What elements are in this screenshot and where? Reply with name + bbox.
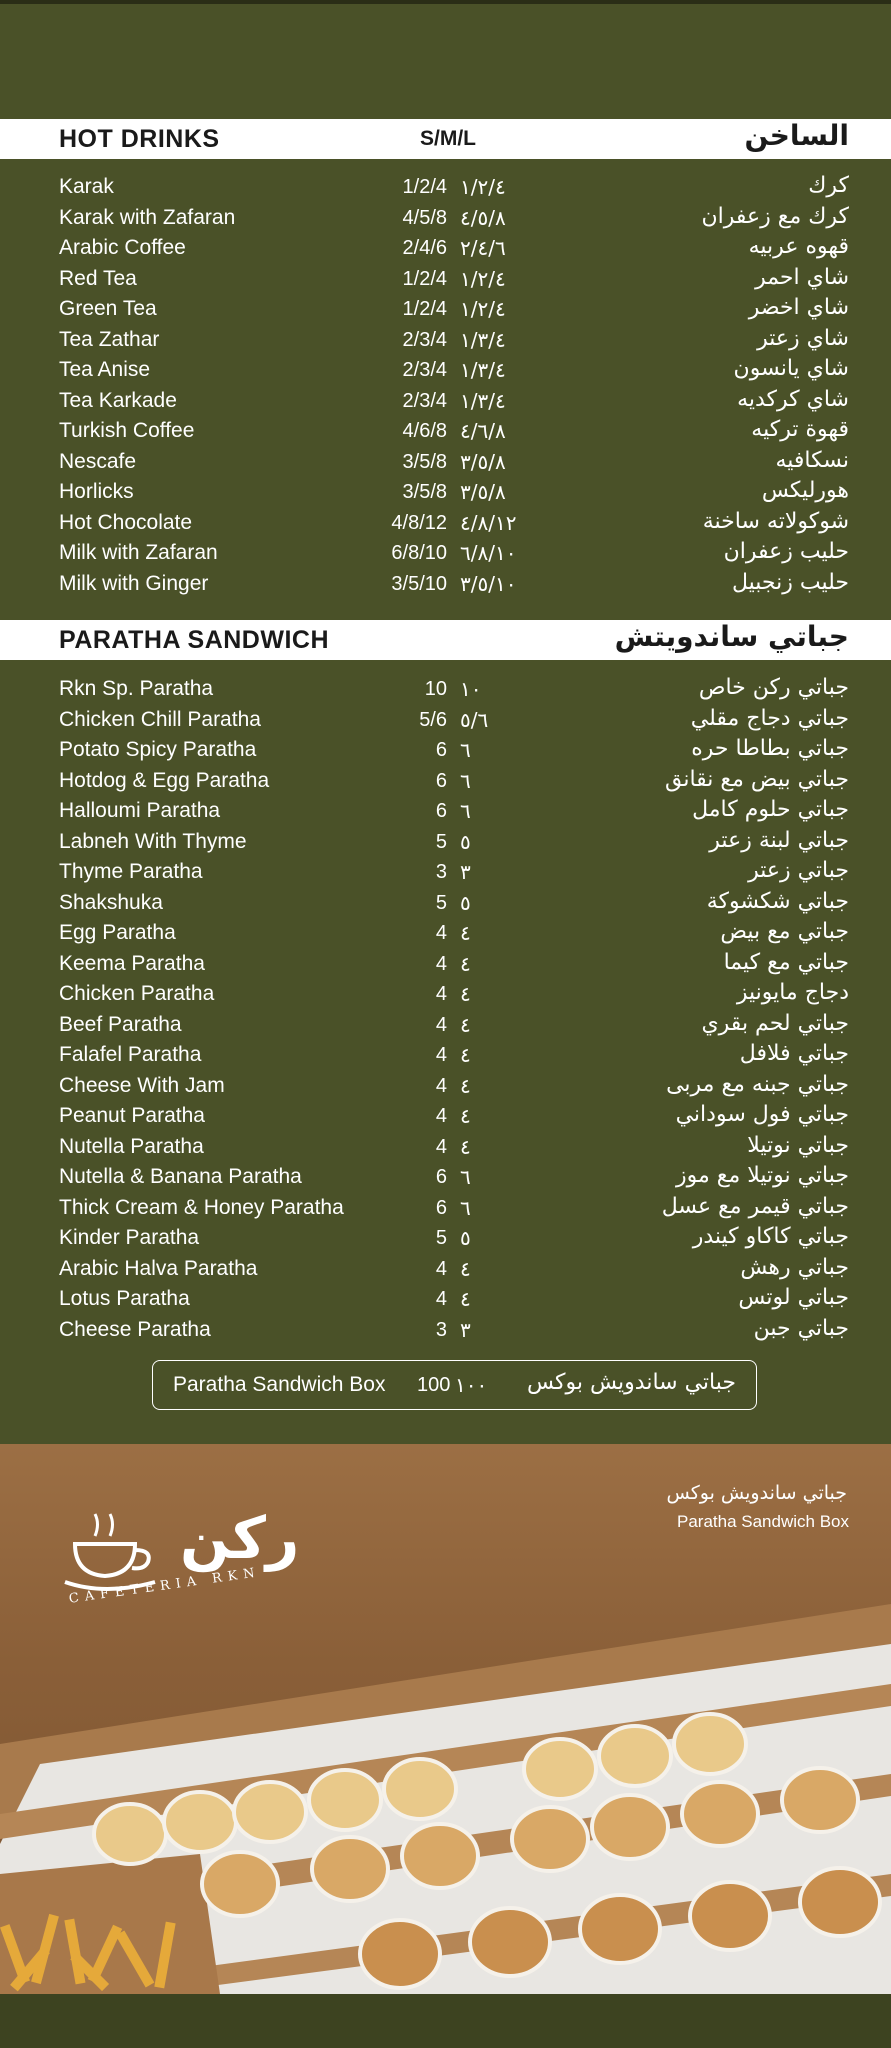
item-name-ar: هورليكس	[761, 478, 849, 503]
item-price-ar: ٦	[460, 1195, 471, 1220]
item-price-ar: ٤	[460, 1287, 471, 1311]
menu-item-row	[0, 1011, 891, 1042]
logo-arabic-text: ركن	[180, 1504, 300, 1572]
item-name-en: Peanut Paratha	[59, 1104, 205, 1127]
item-price-ar: ٣/٥/١٠	[460, 571, 517, 596]
item-price-en: 4	[435, 1288, 447, 1310]
top-edge	[0, 0, 891, 4]
item-name-ar: شوكولاته ساخنة	[702, 508, 849, 534]
item-price-ar: ٤	[460, 1104, 471, 1128]
item-name-en: Red Tea	[59, 266, 137, 290]
item-name-en: Egg Paratha	[59, 921, 176, 944]
item-price-en: 6	[435, 769, 447, 792]
menu-item-row	[0, 1133, 891, 1164]
bottom-band	[0, 1994, 891, 2048]
menu-item-row	[0, 265, 891, 296]
item-name-en: Rkn Sp. Paratha	[59, 677, 214, 700]
box-price-en: 100	[417, 1374, 451, 1396]
item-price-ar: ٦	[460, 799, 471, 823]
item-price-ar: ٤/٥/٨	[460, 205, 506, 230]
item-name-ar: جباتي جبن	[753, 1315, 849, 1341]
item-name-en: Lotus Paratha	[59, 1287, 190, 1310]
menu-item-row	[0, 919, 891, 950]
item-price-ar: ٣/٥/٨	[460, 480, 506, 504]
item-price-en: 6	[435, 1166, 447, 1188]
menu-item-row	[0, 204, 891, 235]
item-price-ar: ٦	[460, 768, 471, 793]
item-price-en: 4/6/8	[402, 420, 447, 442]
item-name-ar: جباتي حلوم كامل	[692, 797, 849, 822]
menu-item-row	[0, 797, 891, 828]
item-name-ar: جباتي بطاطا حره	[691, 736, 849, 761]
item-name-en: Turkish Coffee	[59, 419, 195, 442]
item-price-en: 5	[435, 1227, 447, 1249]
item-name-en: Kinder Paratha	[59, 1226, 200, 1249]
menu-item-row	[0, 1316, 891, 1347]
item-price-ar: ٤	[460, 1256, 471, 1281]
item-name-en: Chicken Paratha	[59, 982, 215, 1005]
item-price-en: 3	[435, 861, 447, 883]
item-price-ar: ١/٢/٤	[460, 297, 506, 321]
item-name-en: Tea Karkade	[59, 388, 177, 412]
item-name-en: Horlicks	[59, 480, 134, 503]
item-name-ar: شاي احمر	[755, 264, 849, 290]
item-name-en: Nescafe	[59, 449, 137, 473]
item-name-en: Keema Paratha	[59, 951, 205, 975]
item-price-en: 5	[435, 830, 447, 853]
item-name-ar: جباتي ركن خاص	[698, 675, 849, 700]
menu-item-row	[0, 356, 891, 387]
menu-item-row	[0, 234, 891, 265]
item-price-ar: ٢/٤/٦	[460, 236, 506, 260]
item-price-en: 1/2/4	[402, 267, 447, 290]
menu-item-row	[0, 539, 891, 570]
item-name-ar: جباتي رهش	[740, 1254, 849, 1280]
item-name-en: Halloumi Paratha	[59, 799, 221, 822]
item-name-ar: حليب زعفران	[723, 539, 849, 564]
menu-item-row	[0, 1255, 891, 1286]
item-name-ar: نسكافيه	[775, 447, 849, 473]
item-name-en: Thick Cream & Honey Paratha	[59, 1195, 344, 1219]
item-price-en: 4	[435, 1105, 447, 1127]
item-price-ar: ٥	[460, 829, 471, 854]
menu-item-row	[0, 1194, 891, 1225]
item-price-ar: ٦/٨/١٠	[460, 541, 517, 565]
menu-item-row	[0, 478, 891, 509]
item-name-ar: قهوة تركيه	[751, 417, 849, 442]
item-price-en: 5/6	[419, 708, 447, 731]
item-price-ar: ٤	[460, 982, 471, 1006]
item-name-en: Karak with Zafaran	[59, 205, 236, 229]
item-price-en: 1/2/4	[402, 298, 447, 320]
item-name-ar: جباتي لبنة زعتر	[709, 827, 849, 853]
item-name-ar: جباتي فول سوداني	[675, 1102, 849, 1127]
menu-item-row	[0, 448, 891, 479]
paratha-list	[0, 675, 891, 1346]
item-name-ar: جباتي دجاج مقلي	[690, 705, 849, 731]
item-name-en: Beef Paratha	[59, 1012, 182, 1036]
item-name-ar: شاي يانسون	[733, 356, 849, 381]
item-name-ar: شاي اخضر	[748, 295, 849, 320]
item-name-ar: جباتي كاكاو كيندر	[692, 1224, 849, 1249]
item-name-en: Arabic Halva Paratha	[59, 1256, 258, 1280]
item-name-en: Nutella Paratha	[59, 1134, 204, 1158]
item-name-en: Hotdog & Egg Paratha	[59, 768, 270, 792]
item-price-ar: ٥/٦	[460, 707, 489, 732]
hot-drinks-header	[0, 119, 891, 159]
item-name-en: Tea Anise	[59, 358, 151, 381]
item-name-ar: جباتي فلافل	[739, 1041, 849, 1066]
item-name-en: Milk with Zafaran	[59, 541, 218, 564]
item-price-ar: ٤	[460, 1043, 471, 1067]
item-name-ar: قهوه عربيه	[748, 234, 849, 259]
item-price-en: 5	[435, 891, 447, 914]
logo-english-text: CAFETERIA RKN	[68, 1565, 262, 1607]
menu-item-row	[0, 858, 891, 889]
item-price-ar: ٤	[460, 1012, 471, 1037]
hot-drinks-title-en: HOT DRINKS	[59, 125, 220, 153]
item-name-ar: جباتي مع كيما	[723, 949, 849, 975]
item-price-en: 4	[435, 1044, 447, 1066]
menu-item-row	[0, 980, 891, 1011]
box-name-ar: جباتي ساندويش بوكس	[527, 1370, 736, 1395]
item-price-en: 6	[435, 1196, 447, 1219]
item-price-en: 2/4/6	[402, 237, 447, 259]
item-name-ar: جباتي لحم بقري	[701, 1010, 849, 1036]
item-price-en: 4	[435, 1013, 447, 1036]
item-name-en: Arabic Coffee	[59, 236, 186, 259]
item-price-en: 4	[435, 922, 447, 944]
item-price-en: 2/3/4	[402, 359, 447, 381]
item-name-ar: جباتي مع بيض	[720, 919, 849, 944]
item-name-ar: شاي زعتر	[757, 325, 849, 351]
item-price-ar: ٤	[460, 951, 471, 976]
menu-item-row	[0, 1072, 891, 1103]
item-price-ar: ٥	[460, 890, 471, 915]
item-name-en: Shakshuka	[59, 890, 163, 914]
item-price-en: 4	[435, 1257, 447, 1280]
hot-drinks-title-ar: الساخن	[744, 119, 849, 152]
item-name-en: Tea Zathar	[59, 327, 160, 351]
item-price-ar: ٤/٦/٨	[460, 419, 506, 443]
item-price-ar: ٤/٨/١٢	[460, 510, 517, 535]
item-name-en: Milk with Ginger	[59, 571, 209, 595]
item-price-ar: ١/٣/٤	[460, 327, 506, 352]
paratha-header	[0, 620, 891, 660]
menu-item-row	[0, 417, 891, 448]
item-price-en: 1/2/4	[402, 176, 447, 198]
item-name-en: Thyme Paratha	[59, 860, 203, 883]
menu-item-row	[0, 828, 891, 859]
size-label: S/M/L	[420, 127, 476, 150]
item-name-en: Chicken Chill Paratha	[59, 707, 261, 731]
item-price-ar: ٦	[460, 738, 471, 762]
item-name-en: Green Tea	[59, 297, 157, 320]
item-price-ar: ٦	[460, 1165, 471, 1189]
cafeteria-logo	[60, 1504, 330, 1634]
item-price-ar: ١/٢/٤	[460, 266, 506, 291]
item-price-en: 4	[435, 1074, 447, 1097]
photo-caption-en: Paratha Sandwich Box	[677, 1512, 849, 1531]
item-price-ar: ١/٣/٤	[460, 388, 506, 413]
box-price-ar: ١٠٠	[455, 1373, 488, 1397]
item-name-en: Labneh With Thyme	[59, 829, 247, 853]
paratha-title-ar: جباتي ساندويتش	[614, 620, 849, 653]
menu-item-row	[0, 767, 891, 798]
item-name-ar: كرك مع زعفران	[701, 203, 849, 229]
item-price-ar: ٣	[460, 860, 471, 884]
item-name-ar: شاي كركديه	[737, 386, 849, 412]
item-price-en: 3/5/8	[402, 481, 447, 503]
item-name-en: Nutella & Banana Paratha	[59, 1165, 302, 1188]
item-price-ar: ١/٣/٤	[460, 358, 506, 382]
hot-drinks-list	[0, 173, 891, 600]
menu-item-row	[0, 387, 891, 418]
menu-item-row	[0, 509, 891, 540]
item-price-en: 2/3/4	[402, 389, 447, 412]
paratha-box-item	[152, 1360, 757, 1410]
item-price-ar: ٤	[460, 1073, 471, 1098]
menu-item-row	[0, 173, 891, 204]
item-price-en: 6	[435, 800, 447, 822]
item-price-en: 4	[435, 1135, 447, 1158]
item-price-ar: ٤	[460, 921, 471, 945]
item-name-en: Karak	[59, 175, 114, 198]
item-name-en: Cheese With Jam	[59, 1073, 225, 1097]
item-name-ar: جباتي زعتر	[748, 858, 849, 883]
item-price-en: 10	[424, 678, 447, 700]
item-name-ar: جباتي نوتيلا مع موز	[675, 1163, 849, 1188]
item-price-en: 6	[435, 739, 447, 761]
item-price-en: 4/5/8	[402, 206, 447, 229]
item-name-ar: جباتي شكشوكة	[706, 888, 849, 914]
photo-caption-ar: جباتي ساندويش بوكس	[666, 1482, 847, 1504]
item-name-en: Cheese Paratha	[59, 1317, 211, 1341]
menu-item-row	[0, 675, 891, 706]
item-name-en: Falafel Paratha	[59, 1043, 202, 1066]
item-name-ar: جباتي قيمر مع عسل	[661, 1193, 849, 1219]
item-name-ar: جباتي جبنه مع مربى	[666, 1071, 849, 1097]
item-price-en: 2/3/4	[402, 328, 447, 351]
box-name-en: Paratha Sandwich Box	[173, 1373, 386, 1396]
menu-item-row	[0, 1041, 891, 1072]
item-price-en: 4	[435, 952, 447, 975]
item-price-en: 3/5/8	[402, 450, 447, 473]
item-price-en: 4/8/12	[391, 511, 447, 534]
menu-item-row	[0, 1285, 891, 1316]
item-price-ar: ٤	[460, 1134, 471, 1159]
item-name-ar: دجاج مايونيز	[736, 980, 849, 1005]
item-name-en: Hot Chocolate	[59, 510, 193, 534]
menu-item-row	[0, 950, 891, 981]
item-price-ar: ٣/٥/٨	[460, 449, 506, 474]
item-price-ar: ٣	[460, 1317, 471, 1342]
item-name-ar: جباتي لوتس	[738, 1285, 849, 1310]
item-name-ar: جباتي نوتيلا	[747, 1132, 849, 1158]
item-price-en: 3	[435, 1318, 447, 1341]
menu-item-row	[0, 295, 891, 326]
menu-item-row	[0, 1163, 891, 1194]
menu-item-row	[0, 736, 891, 767]
paratha-title-en: PARATHA SANDWICH	[59, 626, 330, 654]
item-price-en: 4	[435, 983, 447, 1005]
menu-item-row	[0, 1224, 891, 1255]
item-price-ar: ١٠	[460, 677, 482, 701]
menu-item-row	[0, 889, 891, 920]
item-name-ar: حليب زنجبيل	[731, 569, 849, 595]
paratha-box-photo	[0, 1444, 891, 1994]
item-name-ar: كرك	[808, 173, 849, 198]
menu-item-row	[0, 570, 891, 601]
item-name-en: Potato Spicy Paratha	[59, 738, 257, 761]
item-price-en: 6/8/10	[391, 542, 447, 564]
item-price-en: 3/5/10	[391, 572, 447, 595]
item-name-ar: جباتي بيض مع نقانق	[664, 766, 849, 792]
menu-item-row	[0, 706, 891, 737]
menu-item-row	[0, 1102, 891, 1133]
menu-item-row	[0, 326, 891, 357]
item-price-ar: ١/٢/٤	[460, 175, 506, 199]
item-price-ar: ٥	[460, 1226, 471, 1250]
